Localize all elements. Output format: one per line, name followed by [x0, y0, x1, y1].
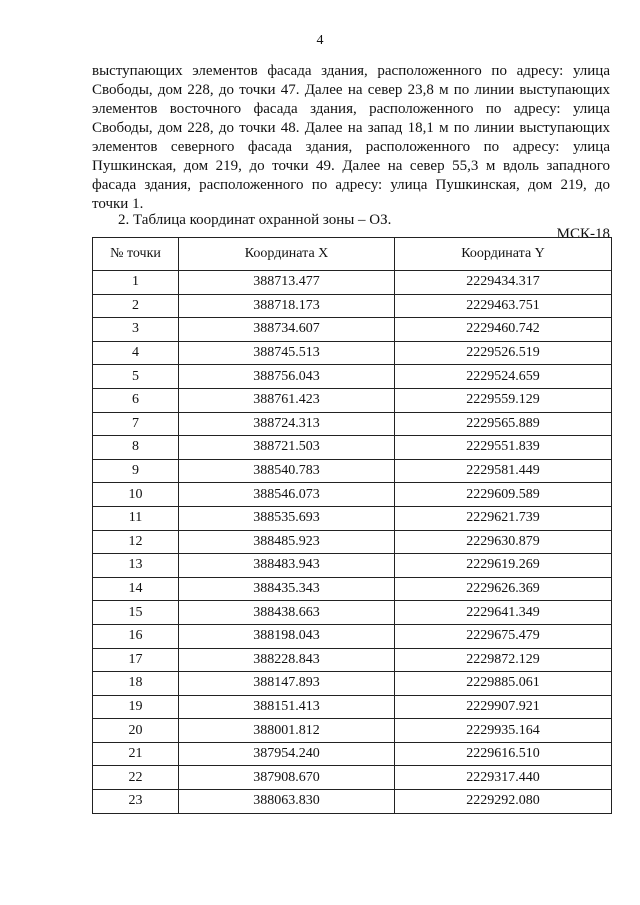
point-number-cell: 4 [93, 341, 179, 365]
boundary-description-paragraph: выступающих элементов фасада здания, расположенного по адресу: улица Свободы, дом 228, до точки 47. Далее на север 23,8 м по линии выступающих элементов восточного фасада здания, расположенного по адресу: улица Свободы, дом 228, до точки 48. Далее на запад 18,1 м по линии выступающих элементов северного фасада здания, расположенного по адресу: улица Пушкинская, дом 219, до точки 49. Далее на север 55,3 м вдоль западного фасада здания, расположенного по адресу: улица Пушкинская, дом 219, до точки 1. [92, 63, 610, 212]
coordinate-system-label: МСК-18 [556, 226, 610, 242]
table-row [93, 554, 612, 578]
coordinate-y-cell: 2229630.879 [395, 530, 612, 554]
coordinate-x-cell: 388745.513 [179, 341, 395, 365]
page-number: 4 [316, 33, 324, 48]
coordinate-y-cell: 2229675.479 [395, 624, 612, 648]
table-row [93, 341, 612, 365]
header-point-number: № точки [93, 238, 179, 271]
table-row [93, 577, 612, 601]
coordinate-x-cell: 388734.607 [179, 318, 395, 342]
coordinate-x-cell: 388724.313 [179, 412, 395, 436]
table-row [93, 695, 612, 719]
coordinate-x-cell: 388721.503 [179, 436, 395, 460]
table-row [93, 742, 612, 766]
coordinate-y-cell: 2229434.317 [395, 271, 612, 295]
coordinate-y-cell: 2229907.921 [395, 695, 612, 719]
point-number-cell: 20 [93, 719, 179, 743]
table-row [93, 436, 612, 460]
coordinate-x-cell: 388147.893 [179, 672, 395, 696]
header-coordinate-y: Координата Y [395, 238, 612, 271]
table-row [93, 365, 612, 389]
coordinate-y-cell: 2229872.129 [395, 648, 612, 672]
point-number-cell: 8 [93, 436, 179, 460]
coordinate-y-cell: 2229565.889 [395, 412, 612, 436]
coordinate-y-cell: 2229609.589 [395, 483, 612, 507]
table-row [93, 506, 612, 530]
coordinates-table [92, 237, 612, 814]
table-row [93, 766, 612, 790]
table-row [93, 648, 612, 672]
coordinate-x-cell: 388151.413 [179, 695, 395, 719]
coordinate-y-cell: 2229641.349 [395, 601, 612, 625]
point-number-cell: 6 [93, 388, 179, 412]
coordinate-x-cell: 388535.693 [179, 506, 395, 530]
table-row [93, 790, 612, 814]
table-row [93, 624, 612, 648]
coordinate-y-cell: 2229460.742 [395, 318, 612, 342]
point-number-cell: 21 [93, 742, 179, 766]
coordinate-y-cell: 2229524.659 [395, 365, 612, 389]
coordinate-y-cell: 2229463.751 [395, 294, 612, 318]
point-number-cell: 12 [93, 530, 179, 554]
table-header-row [93, 238, 612, 271]
point-number-cell: 5 [93, 365, 179, 389]
table-row [93, 294, 612, 318]
coordinate-x-cell: 388483.943 [179, 554, 395, 578]
coordinate-x-cell: 388228.843 [179, 648, 395, 672]
coordinate-x-cell: 388438.663 [179, 601, 395, 625]
coordinate-x-cell: 388718.173 [179, 294, 395, 318]
coordinate-x-cell: 387954.240 [179, 742, 395, 766]
table-row [93, 672, 612, 696]
coordinate-y-cell: 2229581.449 [395, 459, 612, 483]
coordinate-y-cell: 2229616.510 [395, 742, 612, 766]
point-number-cell: 14 [93, 577, 179, 601]
point-number-cell: 15 [93, 601, 179, 625]
table-row [93, 388, 612, 412]
table-row [93, 530, 612, 554]
coordinate-x-cell: 388485.923 [179, 530, 395, 554]
coordinate-x-cell: 388713.477 [179, 271, 395, 295]
coordinate-x-cell: 388761.423 [179, 388, 395, 412]
table-row [93, 271, 612, 295]
point-number-cell: 9 [93, 459, 179, 483]
coordinate-y-cell: 2229292.080 [395, 790, 612, 814]
point-number-cell: 17 [93, 648, 179, 672]
point-number-cell: 22 [93, 766, 179, 790]
coordinate-y-cell: 2229551.839 [395, 436, 612, 460]
coordinate-y-cell: 2229885.061 [395, 672, 612, 696]
coordinate-y-cell: 2229317.440 [395, 766, 612, 790]
point-number-cell: 11 [93, 506, 179, 530]
coordinate-x-cell: 388756.043 [179, 365, 395, 389]
coordinate-x-cell: 388540.783 [179, 459, 395, 483]
point-number-cell: 7 [93, 412, 179, 436]
point-number-cell: 10 [93, 483, 179, 507]
section-title: 2. Таблица координат охранной зоны – ОЗ. [118, 212, 392, 228]
coordinate-y-cell: 2229559.129 [395, 388, 612, 412]
header-coordinate-x: Координата X [179, 238, 395, 271]
point-number-cell: 2 [93, 294, 179, 318]
point-number-cell: 19 [93, 695, 179, 719]
coordinate-x-cell: 388001.812 [179, 719, 395, 743]
table-row [93, 601, 612, 625]
point-number-cell: 13 [93, 554, 179, 578]
point-number-cell: 16 [93, 624, 179, 648]
point-number-cell: 1 [93, 271, 179, 295]
coordinate-x-cell: 388198.043 [179, 624, 395, 648]
table-row [93, 459, 612, 483]
coordinate-y-cell: 2229935.164 [395, 719, 612, 743]
coordinate-x-cell: 388546.073 [179, 483, 395, 507]
table-row [93, 483, 612, 507]
coordinate-x-cell: 387908.670 [179, 766, 395, 790]
coordinate-y-cell: 2229626.369 [395, 577, 612, 601]
table-row [93, 318, 612, 342]
coordinate-y-cell: 2229619.269 [395, 554, 612, 578]
table-row [93, 719, 612, 743]
point-number-cell: 3 [93, 318, 179, 342]
coordinate-x-cell: 388435.343 [179, 577, 395, 601]
coordinate-y-cell: 2229526.519 [395, 341, 612, 365]
point-number-cell: 18 [93, 672, 179, 696]
table-row [93, 412, 612, 436]
coordinate-y-cell: 2229621.739 [395, 506, 612, 530]
point-number-cell: 23 [93, 790, 179, 814]
coordinate-x-cell: 388063.830 [179, 790, 395, 814]
